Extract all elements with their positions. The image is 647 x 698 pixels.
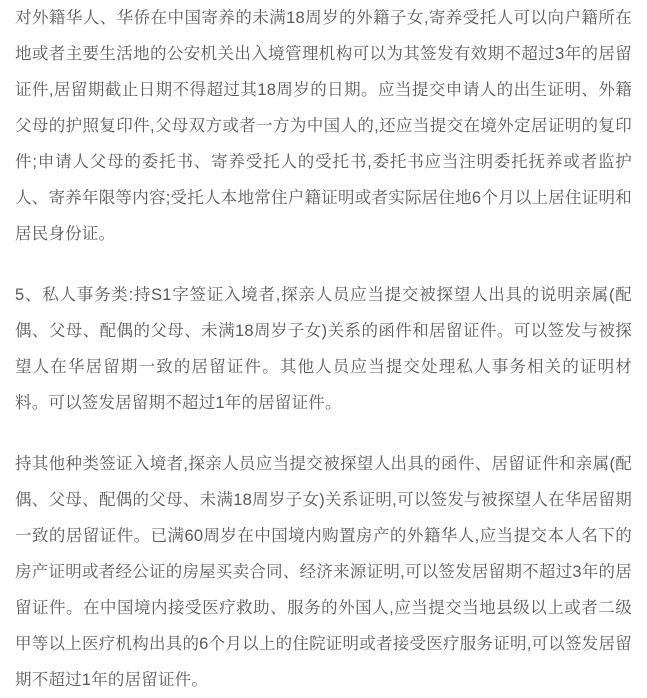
paragraph-private-affairs-s1: 5、私人事务类:持S1字签证入境者,探亲人员应当提交被探望人出具的说明亲属(配偶、父母、配偶的父母、未满18周岁子女)关系的函件和居留证件。可以签发与被探望人在华居留期一致的居留证件。其他人员应当提交处理私人事务相关的证明材料。可以签发居留期不超过1年的居留证件。 <box>15 286 632 412</box>
paragraph-other-visa-types: 持其他种类签证入境者,探亲人员应当提交被探望人出具的函件、居留证件和亲属(配偶、父母、配偶的父母、未满18周岁子女)关系证明,可以签发与被探望人在华居留期一致的居留证件。已满60周岁在中国境内购置房产的外籍华人,应当提交本人名下的房产证明或者经公证的房屋买卖合同、经济来源证明,可以签发居留期不超过3年的居留证件。在中国境内接受医疗救助、服务的外国人,应当提交当地县级以上或者二级甲等以上医疗机构出具的6个月以上的住院证明或者接受医疗服务证明,可以签发居留期不超过1年的居留证件。 <box>15 455 632 689</box>
paragraph-fosterage-requirements: 对外籍华人、华侨在中国寄养的未满18周岁的外籍子女,寄养受托人可以向户籍所在地或者主要生活地的公安机关出入境管理机构可以为其签发有效期不超过3年的居留证件,居留期截止日期不得超过其18周岁的日期。应当提交申请人的出生证明、外籍父母的护照复印件,父母双方或者一方为中国人的,还应当提交在境外定居证明的复印件;申请人父母的委托书、寄养受托人的受托书,委托书应当注明委托抚养或者监护人、寄养年限等内容;受托人本地常住户籍证明或者实际居住地6个月以上居住证明和居民身份证。 <box>15 9 632 243</box>
